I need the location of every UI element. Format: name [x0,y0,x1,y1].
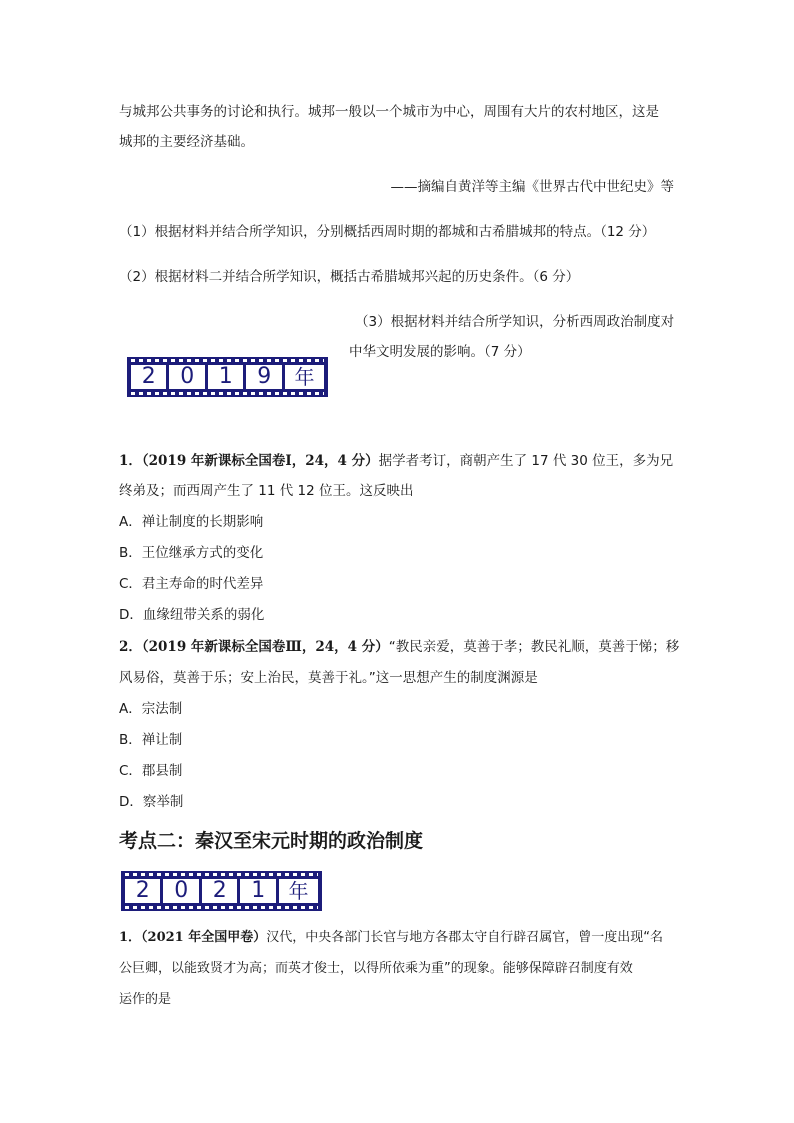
banner-char: 年 [279,879,318,903]
film-perforation-bottom [125,906,318,909]
banner-char: 1 [240,879,275,903]
option: D．察举制 [119,794,184,810]
year-banner-2019 [127,357,328,397]
option: A．禅让制度的长期影响 [119,514,264,530]
option: A．宗法制 [119,701,183,717]
option: B．禅让制 [119,732,183,748]
item-2021-1-line-2: 公巨卿，以能致贤才为高；而英才俊士，以得所依乘为重”的现象。能够保障辟召制度有效 [119,961,633,976]
option: C．君主寿命的时代差异 [119,576,264,592]
film-perforation-top [131,359,324,362]
item-2019-1-line-1 [119,452,673,470]
material-source: ——摘编自黄洋等主编《世界古代中世纪史》等 [390,179,674,195]
item-tag: 2．（2019 年新课标全国卷Ⅲ，24，4 分） [119,639,389,655]
item-2021-1-line-1 [119,929,663,947]
item-stem: 汉代，中央各部门长官与地方各郡太守自行辟召属官，曾一度出现“名 [266,930,664,945]
item-2019-2-line-2: 风易俗，莫善于乐；安上治民，莫善于礼。”这一思想产生的制度渊源是 [119,670,538,686]
banner-char: 0 [169,365,204,389]
film-perforation-bottom [131,392,324,395]
section-heading: 考点二：秦汉至宋元时期的政治制度 [119,830,424,852]
question-3-line-2: 中华文明发展的影响。（7 分） [349,344,531,360]
banner-char: 9 [246,365,281,389]
item-2021-1-line-3: 运作的是 [119,992,172,1007]
item-stem: 据学者考订，商朝产生了 17 代 30 位王，多为兄 [378,453,674,469]
item-2019-2-line-1 [119,638,679,656]
material-line-1: 与城邦公共事务的讨论和执行。城邦一般以一个城市为中心，周围有大片的农村地区，这是 [119,104,659,120]
banner-char: 1 [208,365,243,389]
film-perforation-top [125,873,318,876]
banner-cells [131,365,324,389]
banner-char: 2 [125,879,160,903]
banner-char: 2 [131,365,166,389]
material-line-2: 城邦的主要经济基础。 [119,134,254,150]
question-1: （1）根据材料并结合所学知识，分别概括西周时期的都城和古希腊城邦的特点。（12 分） [119,224,656,240]
item-stem: “教民亲爱，莫善于孝；教民礼顺，莫善于悌；移 [388,639,680,655]
banner-cells [125,879,318,903]
question-2: （2）根据材料二并结合所学知识，概括古希腊城邦兴起的历史条件。（6 分） [119,269,580,285]
item-2019-1-line-2: 终弟及；而西周产生了 11 代 12 位王。这反映出 [119,483,414,499]
option: D．血缘纽带关系的弱化 [119,607,265,623]
item-tag: 1．（2019 年新课标全国卷Ⅰ，24，4 分） [119,453,379,469]
banner-char: 2 [202,879,237,903]
option: C．郡县制 [119,763,183,779]
option: B．王位继承方式的变化 [119,545,264,561]
question-3-line-1: （3）根据材料并结合所学知识，分析西周政治制度对 [355,314,675,330]
banner-char: 年 [285,365,324,389]
item-tag: 1．（2021 年全国甲卷） [119,930,267,945]
year-banner-2021 [121,871,322,911]
banner-char: 0 [163,879,198,903]
